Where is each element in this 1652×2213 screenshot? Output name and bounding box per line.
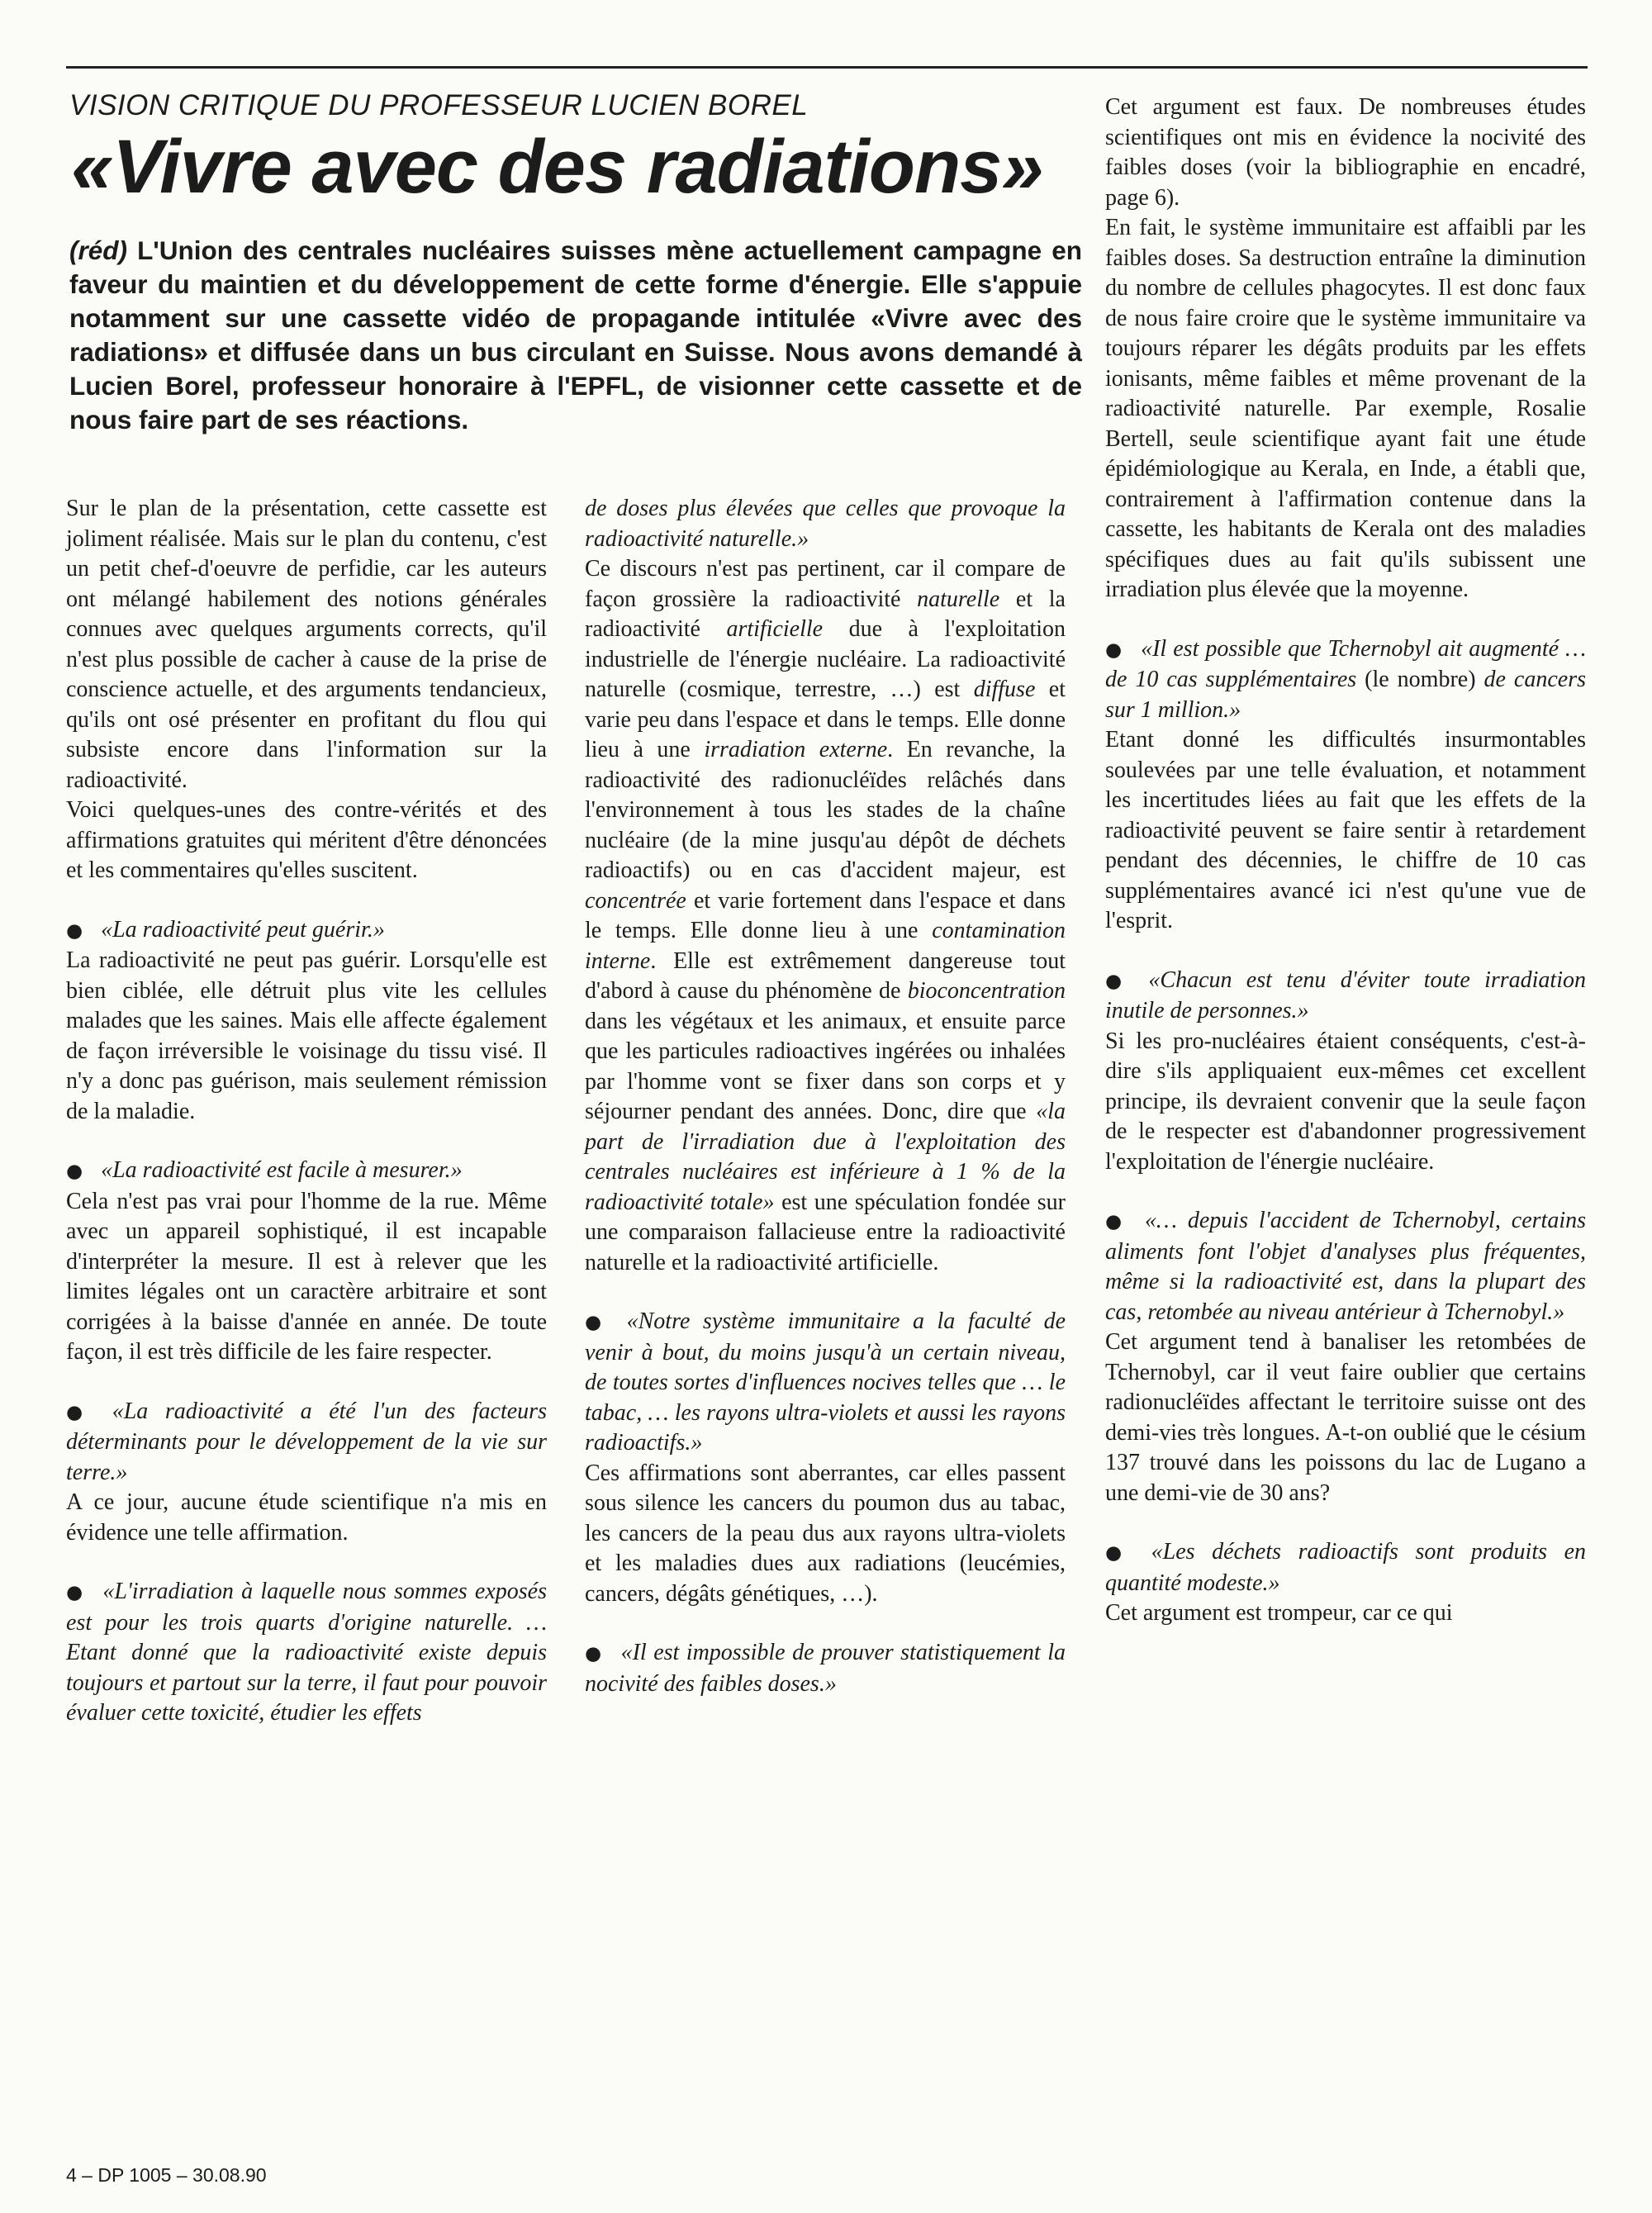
quote-text: «Notre système immunitaire a la faculté de venir à bout, du moins jusqu'à un certain niveau, de toutes sortes d'influences nocives telles que … le tabac, … les rayons ultra-violets et aussi les rayons radioactifs.» [585, 1308, 1066, 1456]
quote-continued [585, 494, 1066, 554]
bullet-icon: ● [1105, 970, 1131, 992]
quote-text: «Les déchets radioactifs sont produits en quantité modeste.» [1105, 1539, 1586, 1596]
paragraph: Cela n'est pas vrai pour l'homme de la rue. Même avec un appareil sophistiqué, il est incapable d'interpréter la mesure. Il est à relever que les limites légales ont un caractère arbitraire et sont corrigées à la baisse d'année en année. De toute façon, il est très difficile de les faire respecter. [66, 1188, 547, 1365]
bullet-icon: ● [1105, 1542, 1133, 1564]
text-run: est une spéculation fondée sur une comparaison fallacieuse entre la radioactivité naturelle et la radioactivité artificielle. [585, 1189, 1066, 1275]
text-run: et varie peu dans l'espace et dans le temps. Elle donne lieu à une [585, 677, 1066, 762]
paragraph: Voici quelques-unes des contre-vérités et des affirmations gratuites qui méritent d'être dénoncées et les commentaires qu'elles suscitent. [66, 797, 547, 883]
quote-text: «Chacun est tenu d'éviter toute irradiation inutile de personnes.» [1105, 966, 1586, 1023]
quote [1105, 1537, 1586, 1598]
quote-text: «La radioactivité est facile à mesurer.» [101, 1157, 463, 1183]
quote-text: «Il est possible que Tchernobyl ait augmenté … de 10 cas supplémentaires [1105, 635, 1586, 692]
paragraph: Cet argument est trompeur, car ce qui [1105, 1600, 1453, 1626]
bullet-icon: ● [66, 1401, 94, 1423]
paragraph: Sur le plan de la présentation, cette cassette est joliment réalisée. Mais sur le plan du contenu, c'est un petit chef-d'oeuvre de perfidie, car les auteurs ont mélangé habilement des notions générales connues avec quelques arguments corrects, qu'il n'est plus possible de cacher à cause de la prise de conscience actuelle, et des arguments tendancieux, qu'ils ont osé présenter en profitant du flou qui subsiste encore dans l'information sur la radioactivité. [66, 496, 547, 793]
quote [66, 1577, 547, 1729]
emphasis: bioconcentration [907, 978, 1066, 1004]
bullet-icon: ● [1105, 1211, 1127, 1232]
quote [1105, 634, 1586, 726]
quote-text: «… depuis l'accident de Tchernobyl, certains aliments font l'objet d'analyses plus fréquentes, même si la radioactivité est, dans la plupart des cas, retombée au niveau antérieur à Tchernobyl.» [1105, 1208, 1586, 1325]
page-title: «Vivre avec des radiations» [71, 125, 1043, 209]
page-footer: 4 – DP 1005 – 30.08.90 [66, 2164, 267, 2186]
text-run: . En revanche, la radioactivité des radionucléïdes relâchés dans l'environnement à tous les stades de la chaîne nucléaire (de la mine jusqu'au dépôt de déchets radioactifs) ou en cas d'accident majeur, est [585, 737, 1066, 883]
text-run: et varie fortement dans l'espace et dans le temps. Elle donne lieu à une [585, 887, 1066, 943]
text-run: due à l'exploitation industrielle de l'énergie nucléaire. La radioactivité naturelle (cosmique, terrestre, …) est [585, 616, 1066, 702]
emphasis: artificielle [726, 616, 824, 642]
lead-paragraph [69, 234, 1082, 437]
paragraph: Cet argument est faux. De nombreuses études scientifiques ont mis en évidence la nocivité des faibles doses (voir la bibliographie en encadré, page 6). [1105, 94, 1586, 211]
quote [1105, 966, 1586, 1027]
lead-text: L'Union des centrales nucléaires suisses mène actuellement campagne en faveur du maintien et du développement de cette forme d'énergie. Elle s'appuie notamment sur une cassette vidéo de propagande intitulée «Vivre avec des radiations» et diffusée dans un bus circulant en Suisse. Nous avons demandé à Lucien Borel, professeur honoraire à l'EPFL, de visionner cette cassette et de nous faire part de ses réactions. [69, 235, 1082, 435]
quote [66, 1156, 547, 1187]
bullet-icon: ● [585, 1312, 609, 1333]
text-run: Ce discours n'est pas pertinent, car il compare de façon grossière la radioactivité [585, 556, 1066, 612]
emphasis: «la part de l'irradiation due à l'exploitation des centrales nucléaires est inférieure à 1 % de la radioactivité totale» [585, 1099, 1066, 1215]
emphasis: irradiation externe [704, 737, 888, 762]
bullet-icon: ● [66, 1582, 85, 1603]
paragraph: Ces affirmations sont aberrantes, car elles passent sous silence les cancers du poumon dus au tabac, les cancers de la peau dus aux rayons ultra-violets et les maladies dues aux radiations (leucémies, cancers, dégâts génétiques, …). [585, 1460, 1066, 1607]
column-1 [66, 494, 547, 1729]
bullet-icon: ● [66, 919, 83, 942]
kicker: VISION CRITIQUE DU PROFESSEUR LUCIEN BOREL [69, 89, 809, 121]
quote [585, 1638, 1066, 1699]
quote [66, 915, 547, 947]
quote-text: «La radioactivité peut guérir.» [101, 916, 385, 943]
quote [585, 1307, 1066, 1459]
text-run: dans les végétaux et les animaux, et ensuite parce que les particules radioactives ingérées ou inhalées par l'homme vont se fixer dans son corps et y séjourner pendant des années. Donc, dire que [585, 1008, 1066, 1124]
quote [1105, 1206, 1586, 1327]
emphasis: contamination interne [585, 918, 1066, 974]
quote-text: «L'irradiation à laquelle nous sommes exposés est pour les trois quarts d'origine naturelle. … Etant donné que la radioactivité existe depuis toujours et partout sur la terre, il faut pour pouvoir évaluer cette toxicité, étudier les effets [66, 1579, 547, 1726]
column-3 [1105, 93, 1586, 1629]
bullet-icon: ● [1105, 639, 1123, 661]
quote-aside: (le nombre) [1356, 667, 1484, 692]
quote-text: de doses plus élevées que celles que provoque la radioactivité naturelle.» [585, 496, 1066, 552]
emphasis: concentrée [585, 887, 686, 914]
text-run: . Elle est extrêmement dangereuse tout d'abord à cause du phénomène de [585, 947, 1066, 1004]
bullet-icon: ● [585, 1643, 603, 1664]
bullet-icon: ● [66, 1161, 83, 1182]
emphasis: naturelle [917, 586, 1000, 612]
paragraph: Si les pro-nucléaires étaient conséquents, c'est-à-dire s'ils appliquaient eux-mêmes cet excellent principe, ils devraient convenir que la seule façon de le respecter est d'abandonner progressivement l'exploitation de l'énergie nucléaire. [1105, 1028, 1586, 1175]
paragraph: En fait, le système immunitaire est affaibli par les faibles doses. Sa destruction entraîne la diminution du nombre de cellules phagocytes. Il est donc faux de nous faire croire que le système immunitaire va toujours réparer les dégâts produits par les effets ionisants, même faibles et même provenant de la radioactivité naturelle. Par exemple, Rosalie Bertell, seule scientifique ayant fait une étude épidémiologique au Kerala, en Inde, a établi que, contrairement à l'affirmation contenue dans la cassette, les habitants de Kerala ont des maladies spécifiques dues au fait qu'ils subissent une irradiation plus élevée que la moyenne. [1105, 215, 1586, 602]
lead-tag: (réd) [69, 235, 127, 265]
quote [66, 1397, 547, 1489]
paragraph: Etant donné les difficultés insurmontables soulevées par une telle évaluation, et notamment les incertitudes liées au fait que les effets de la radioactivité peuvent se faire sentir à retardement pendant des décennies, le chiffre de 10 cas supplémentaires avancé ici n'est qu'une vue de l'esprit. [1105, 727, 1586, 933]
quote-text: «La radioactivité a été l'un des facteurs déterminants pour le développement de la vie sur terre.» [66, 1398, 547, 1485]
text-run: et la radioactivité [585, 586, 1066, 642]
emphasis: diffuse [973, 677, 1036, 702]
paragraph: A ce jour, aucune étude scientifique n'a mis en évidence une telle affirmation. [66, 1489, 547, 1546]
paragraph: La radioactivité ne peut pas guérir. Lorsqu'elle est bien ciblée, elle détruit plus vite les cellules malades que les saines. Mais elle affecte également de façon irréversible le voisinage du tissu visé. Il n'y a donc pas guérison, mais seulement rémission de la maladie. [66, 947, 547, 1124]
top-rule [66, 66, 1588, 69]
quote-text: de cancers sur 1 million.» [1105, 667, 1586, 723]
column-2 [585, 494, 1066, 1699]
paragraph [585, 554, 1066, 1278]
paragraph: Cet argument tend à banaliser les retombées de Tchernobyl, car il veut faire oublier que certains radionucléïdes affectant le territoire suisse ont des demi-vies très longues. A-t-on oublié que le césium 137 trouvé dans les poissons du lac de Lugano a une demi-vie de 30 ans? [1105, 1329, 1586, 1506]
quote-text: «Il est impossible de prouver statistiquement la nocivité des faibles doses.» [585, 1640, 1066, 1697]
